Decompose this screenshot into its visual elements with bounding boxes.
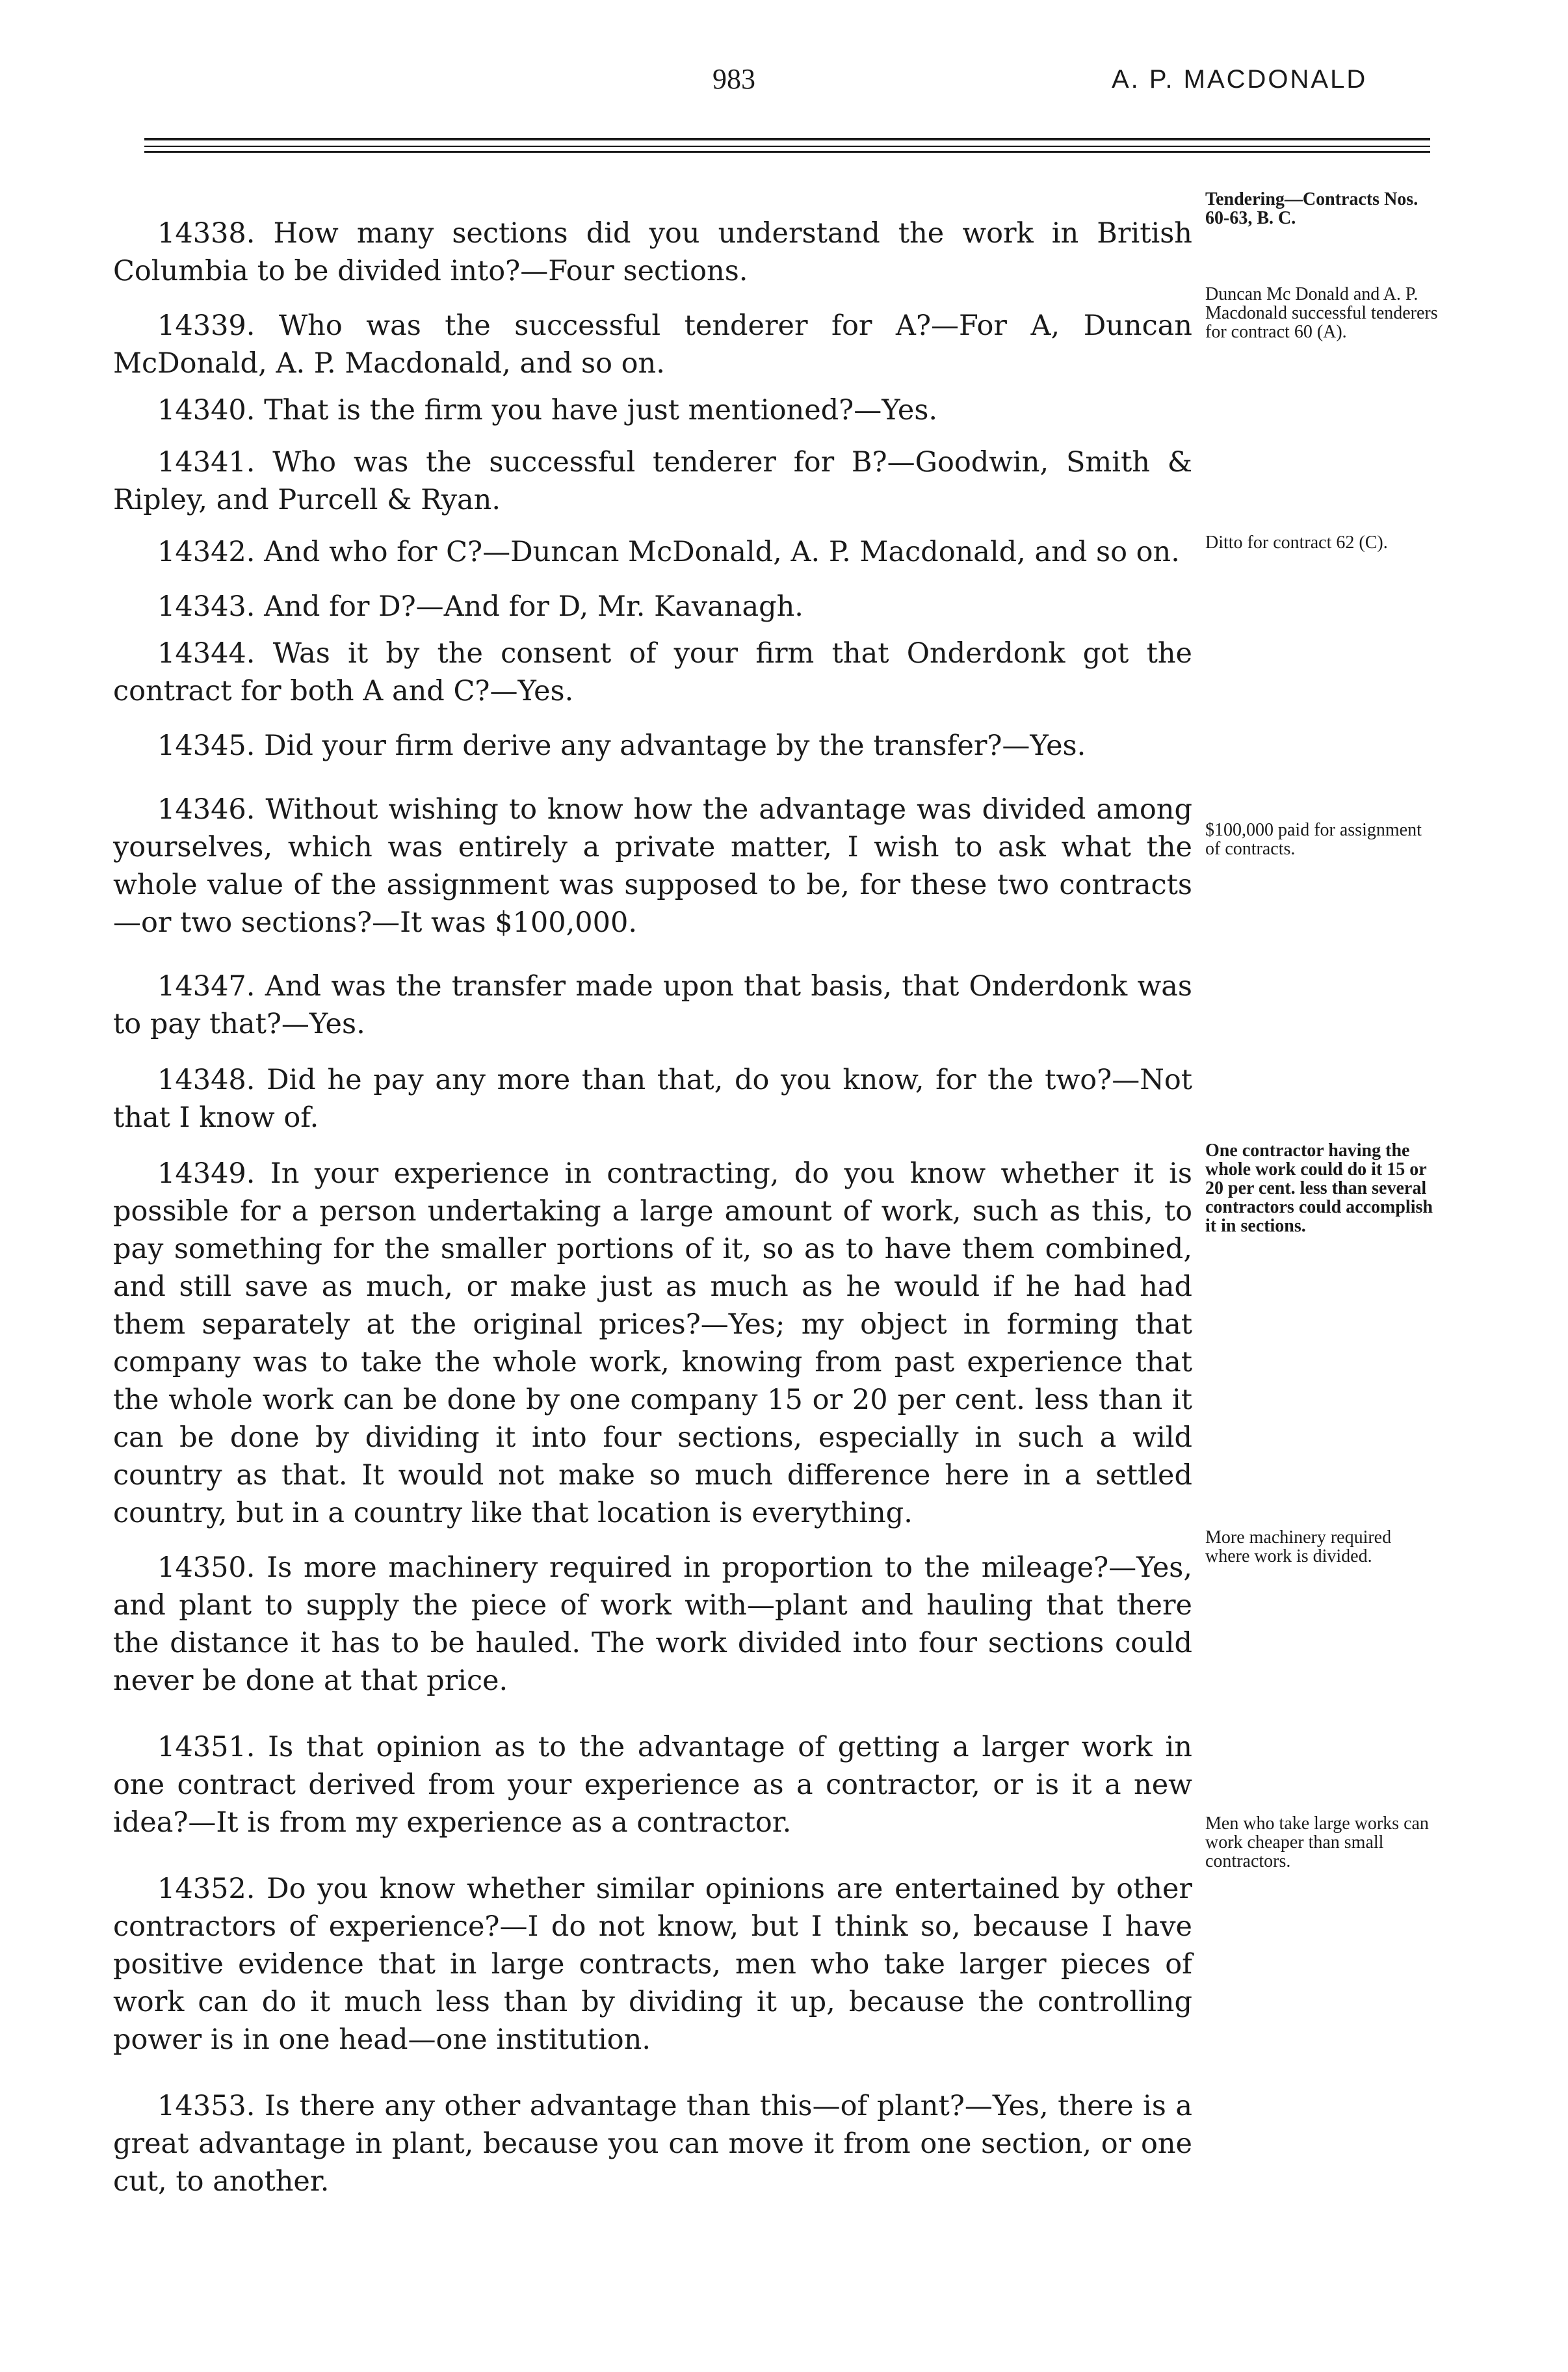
marginal-note-large-works: Men who take large works can work cheaper than small contractors. bbox=[1205, 1813, 1429, 1871]
header-rule bbox=[144, 146, 1430, 147]
marginal-note-tendering: Tendering—Contracts Nos. 60-63, B. C. bbox=[1205, 189, 1418, 228]
question-14349: 14349. In your experience in contracting, do you know whether it is possible for a person undertaking a large amount of work, such as this, to pay something for the smaller portions of it, so as to have them combined, and still save as much, or make just as much as he would if he had had them separately at the original prices?—Yes; my object in forming that company was to take the whole work, knowing from past experience that the whole work can be done by one company 15 or 20 per cent. less than it can be done by dividing it into four sections, especially in such a wild country as that. It would not make so much difference here in a settled country, but in a country like that location is everything. bbox=[113, 1157, 1192, 1529]
marginal-note-assignment-payment: $100,000 paid for assignment of contracts. bbox=[1205, 820, 1422, 859]
question-14340: 14340. That is the firm you have just mentioned?—Yes. bbox=[157, 394, 938, 427]
question-14342: 14342. And who for C?—Duncan McDonald, A. P. Macdonald, and so on. bbox=[157, 536, 1180, 568]
marginal-note-successful-tenderers-a: Duncan Mc Donald and A. P. Macdonald successful tenderers for contract 60 (A). bbox=[1205, 284, 1438, 342]
question-14352: 14352. Do you know whether similar opinions are entertained by other contractors of experience?—I do not know, but I think so, because I have positive evidence that in large contracts, men who take larger pieces of work can do it much less than by dividing it up, because the controlling power is in one head—one institution. bbox=[113, 1873, 1192, 2056]
question-14353: 14353. Is there any other advantage than this—of plant?—Yes, there is a great advantage in plant, because you can move it from one section, or one cut, to another. bbox=[113, 2090, 1192, 2198]
running-head: A. P. MACDONALD bbox=[1112, 65, 1368, 94]
question-14341: 14341. Who was the successful tenderer for B?—Goodwin, Smith & Ripley, and Purcell & Ryan. bbox=[113, 446, 1192, 516]
question-14347: 14347. And was the transfer made upon that basis, that Onderdonk was to pay that?—Yes. bbox=[113, 970, 1192, 1040]
question-14348: 14348. Did he pay any more than that, do you know, for the two?—Not that I know of. bbox=[113, 1064, 1192, 1134]
question-14351: 14351. Is that opinion as to the advantage of getting a larger work in one contract derived from your experience as a contractor, or is it a new idea?—It is from my experience as a contractor. bbox=[113, 1731, 1192, 1839]
question-14338: 14338. How many sections did you understand the work in British Columbia to be divided into?—Four sections. bbox=[113, 217, 1192, 287]
testimony-body bbox=[113, 215, 1192, 2200]
question-14346: 14346. Without wishing to know how the advantage was divided among yourselves, which was entirely a private matter, I wish to ask what the whole value of the assignment was supposed to be, for these two contracts—or two sections?—It was $100,000. bbox=[113, 793, 1192, 939]
question-14339: 14339. Who was the successful tenderer for A?—For A, Duncan McDonald, A. P. Macdonald, and so on. bbox=[113, 310, 1192, 380]
question-14350: 14350. Is more machinery required in proportion to the mileage?—Yes, and plant to supply the piece of work with—plant and hauling that there the distance it has to be hauled. The work divided into four sections could never be done at that price. bbox=[113, 1551, 1192, 1697]
page-number: 983 bbox=[712, 63, 755, 95]
header-rule bbox=[144, 138, 1430, 140]
question-14344: 14344. Was it by the consent of your firm that Onderdonk got the contract for both A and C?—Yes. bbox=[113, 637, 1192, 707]
question-14343: 14343. And for D?—And for D, Mr. Kavanagh. bbox=[157, 590, 804, 623]
marginal-note-one-contractor: One contractor having the whole work could do it 15 or 20 per cent. less than several contractors could accomplish it in sections. bbox=[1205, 1140, 1433, 1236]
marginal-note-ditto-contract-c: Ditto for contract 62 (C). bbox=[1205, 533, 1388, 553]
marginal-note-machinery: More machinery required where work is divided. bbox=[1205, 1527, 1392, 1566]
question-14345: 14345. Did your firm derive any advantage by the transfer?—Yes. bbox=[157, 730, 1086, 762]
header-rule bbox=[144, 151, 1430, 153]
